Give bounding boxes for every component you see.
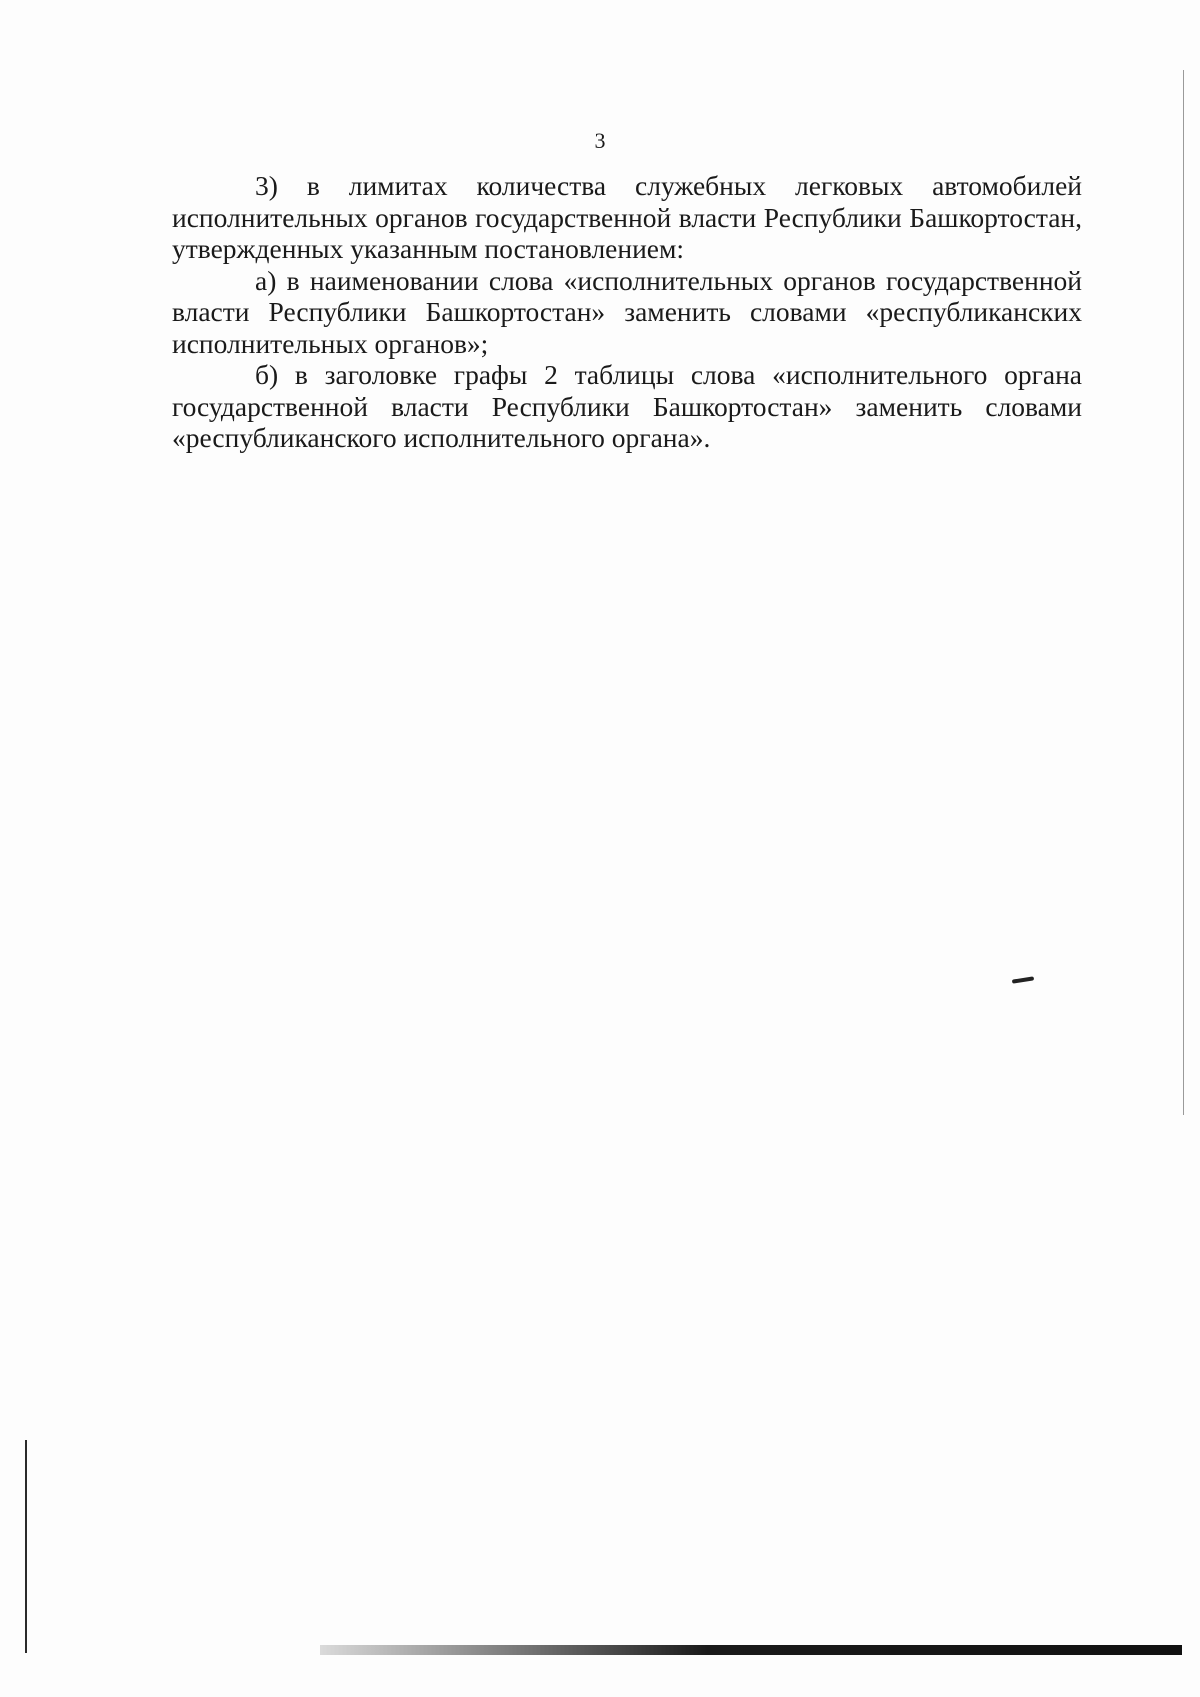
scan-edge-right <box>1183 70 1184 1115</box>
scan-edge-bottom <box>320 1645 1182 1655</box>
paragraph-item-3: 3) в лимитах количества служебных легковых автомобилей исполнительных органов государственной власти Республики Башкортостан, утвержденных указанным постановлением: <box>172 170 1082 264</box>
paragraph-subitem-a: а) в наименовании слова «исполнительных органов государственной власти Республики Башкортостан» заменить словами «республиканских исполнительных органов»; <box>172 264 1082 359</box>
document-body <box>172 170 1082 454</box>
paragraph-subitem-b: б) в заголовке графы 2 таблицы слова «исполнительного органа государственной власти Республики Башкортостан» заменить словами «республиканского исполнительного органа». <box>172 359 1082 453</box>
scan-speck <box>1012 976 1034 983</box>
scan-edge-left <box>25 1440 27 1653</box>
page-number: 3 <box>594 128 606 153</box>
